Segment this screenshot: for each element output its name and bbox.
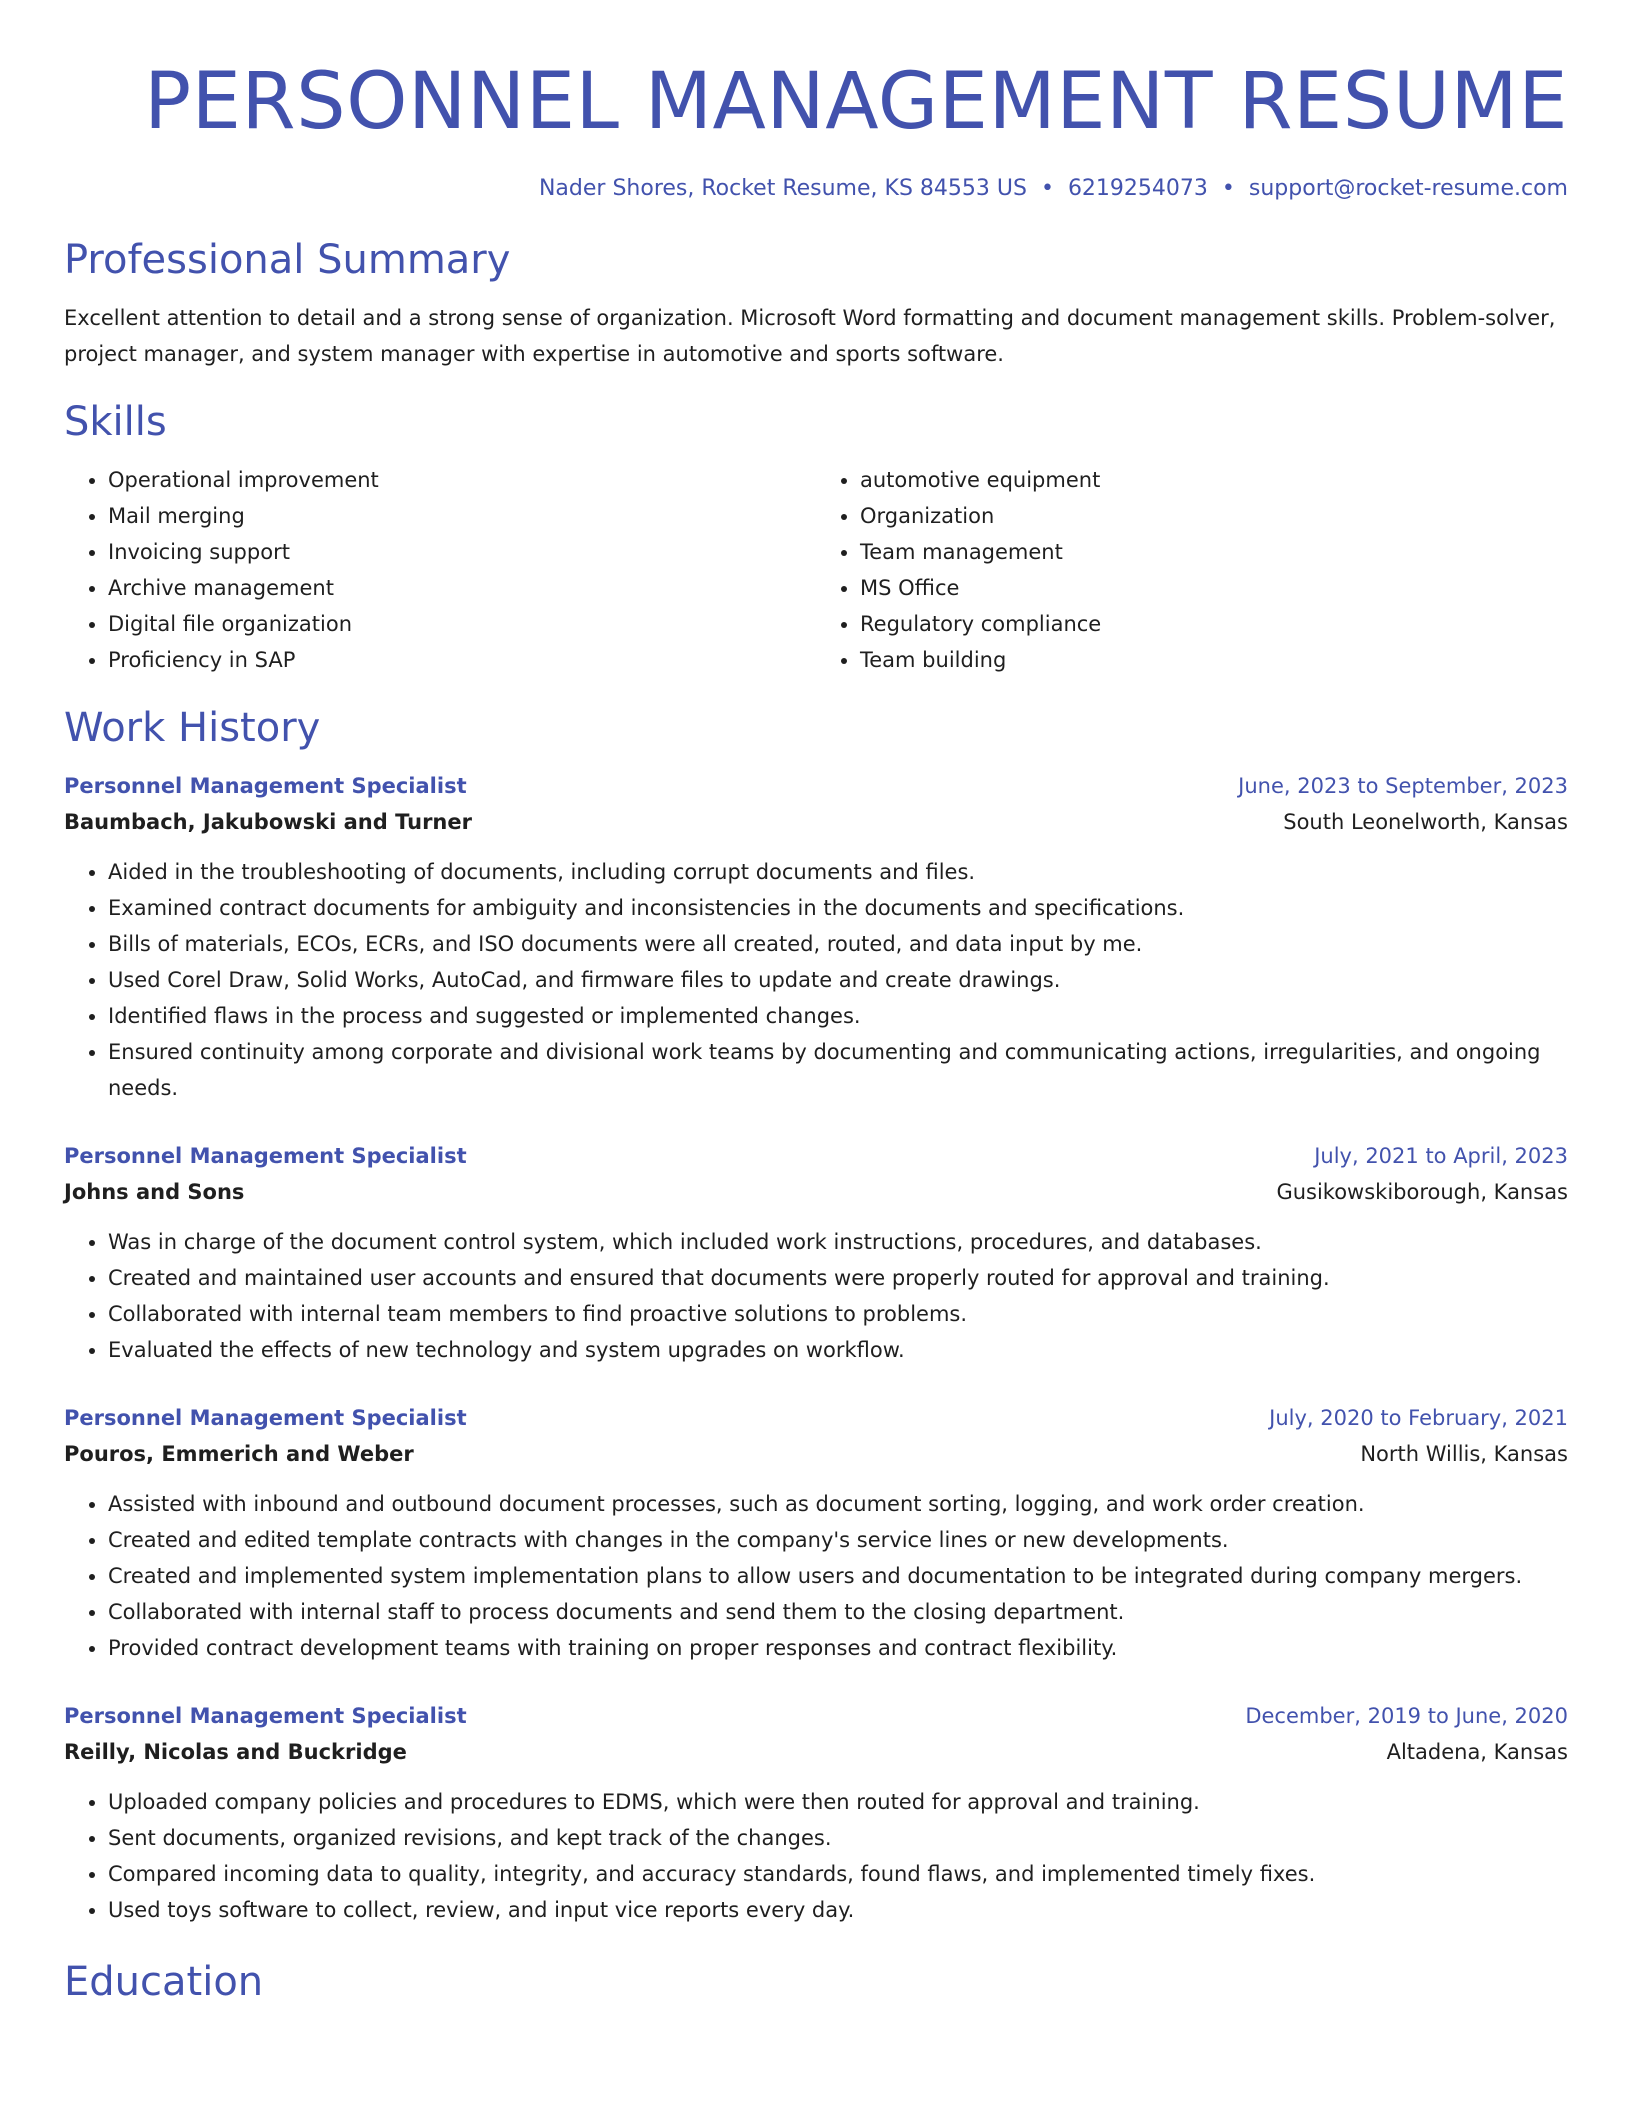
resume-title: PERSONNEL MANAGEMENT RESUME (144, 57, 1568, 147)
contact-separator: • (1040, 176, 1054, 201)
skill-item: • Invoicing support (108, 534, 816, 570)
skill-item: • Digital file organization (108, 606, 816, 642)
job-location: Altadena, Kansas (1386, 1740, 1568, 1764)
skill-item: • MS Office (860, 570, 1568, 606)
skills-grid (64, 462, 1568, 678)
job-company: Pouros, Emmerich and Weber (64, 1442, 414, 1466)
job-title: Personnel Management Specialist (64, 1406, 467, 1430)
job-bullet: • Collaborated with internal team members to find proactive solutions to problems. (108, 1296, 1568, 1332)
job-bullet: • Uploaded company policies and procedures to EDMS, which were then routed for approval and training. (108, 1784, 1568, 1820)
job-bullet: • Used Corel Draw, Solid Works, AutoCad, and firmware files to update and create drawings. (108, 962, 1568, 998)
job-dates: June, 2023 to September, 2023 (1238, 774, 1568, 798)
job-bullet: • Used toys software to collect, review, and input vice reports every day. (108, 1892, 1568, 1928)
skill-item: • Organization (860, 498, 1568, 534)
job-entry (64, 1698, 1568, 1928)
job-location: Gusikowskiborough, Kansas (1276, 1180, 1568, 1204)
job-title: Personnel Management Specialist (64, 1144, 467, 1168)
job-bullets (64, 1784, 1568, 1928)
job-dates: July, 2020 to February, 2021 (1269, 1406, 1568, 1430)
job-company: Reilly, Nicolas and Buckridge (64, 1740, 407, 1764)
summary-heading: Professional Summary (64, 237, 511, 283)
skill-item: • Mail merging (108, 498, 816, 534)
job-bullets (64, 1224, 1568, 1368)
job-dates: December, 2019 to June, 2020 (1245, 1704, 1568, 1728)
job-entry (64, 1138, 1568, 1368)
contact-line (64, 174, 1568, 204)
job-bullet: • Evaluated the effects of new technology and system upgrades on workflow. (108, 1332, 1568, 1368)
job-bullet: • Provided contract development teams with training on proper responses and contract flexibility. (108, 1630, 1568, 1666)
job-bullets (64, 1486, 1568, 1666)
job-bullet: • Examined contract documents for ambiguity and inconsistencies in the documents and specifications. (108, 890, 1568, 926)
skill-item: • Operational improvement (108, 462, 816, 498)
job-bullet: • Assisted with inbound and outbound document processes, such as document sorting, logging, and work order creation. (108, 1486, 1568, 1522)
job-bullet: • Bills of materials, ECOs, ECRs, and ISO documents were all created, routed, and data input by me. (108, 926, 1568, 962)
job-bullet: • Ensured continuity among corporate and divisional work teams by documenting and communicating actions, irregularities, and ongoing needs. (108, 1034, 1568, 1106)
skills-column-left (64, 462, 816, 678)
skill-item: • automotive equipment (860, 462, 1568, 498)
summary-text: Excellent attention to detail and a strong sense of organization. Microsoft Word formatting and document management skills. Problem-solver, project manager, and system manager with expertise in automotive and sports software. (64, 306, 1556, 366)
job-location: North Willis, Kansas (1360, 1442, 1568, 1466)
job-entry (64, 1400, 1568, 1666)
contact-address: Nader Shores, Rocket Resume, KS 84553 US (538, 176, 1027, 201)
job-bullet: • Created and edited template contracts with changes in the company's service lines or new developments. (108, 1522, 1568, 1558)
job-title: Personnel Management Specialist (64, 1704, 467, 1728)
skill-item: • Proficiency in SAP (108, 642, 816, 678)
work-history-heading: Work History (64, 705, 321, 751)
skill-item: • Archive management (108, 570, 816, 606)
job-title-row (64, 1400, 1568, 1436)
job-company-row (64, 804, 1568, 840)
education-heading: Education (64, 1959, 264, 2005)
job-location: South Leonelworth, Kansas (1283, 810, 1568, 834)
skills-column-right (816, 462, 1568, 678)
job-bullet: • Identified flaws in the process and suggested or implemented changes. (108, 998, 1568, 1034)
skill-item: • Regulatory compliance (860, 606, 1568, 642)
job-company: Johns and Sons (64, 1180, 245, 1204)
job-bullets (64, 854, 1568, 1106)
job-bullet: • Was in charge of the document control system, which included work instructions, procedures, and databases. (108, 1224, 1568, 1260)
job-bullet: • Created and implemented system implementation plans to allow users and documentation to be integrated during company mergers. (108, 1558, 1568, 1594)
job-company-row (64, 1734, 1568, 1770)
job-dates: July, 2021 to April, 2023 (1314, 1144, 1568, 1168)
job-title-row (64, 1138, 1568, 1174)
job-bullet: • Sent documents, organized revisions, and kept track of the changes. (108, 1820, 1568, 1856)
job-company-row (64, 1436, 1568, 1472)
job-company: Baumbach, Jakubowski and Turner (64, 810, 472, 834)
job-title: Personnel Management Specialist (64, 774, 467, 798)
job-bullet: • Created and maintained user accounts and ensured that documents were properly routed for approval and training. (108, 1260, 1568, 1296)
skills-heading: Skills (64, 399, 167, 445)
job-bullet: • Collaborated with internal staff to process documents and send them to the closing department. (108, 1594, 1568, 1630)
job-company-row (64, 1174, 1568, 1210)
skill-item: • Team management (860, 534, 1568, 570)
job-title-row (64, 1698, 1568, 1734)
job-bullet: • Aided in the troubleshooting of documents, including corrupt documents and files. (108, 854, 1568, 890)
skill-item: • Team building (860, 642, 1568, 678)
job-entry (64, 768, 1568, 1106)
contact-separator: • (1221, 176, 1235, 201)
contact-phone: 6219254073 (1067, 176, 1208, 201)
job-bullet: • Compared incoming data to quality, integrity, and accuracy standards, found flaws, and implemented timely fixes. (108, 1856, 1568, 1892)
contact-email[interactable]: support@rocket-resume.com (1248, 176, 1568, 201)
job-title-row (64, 768, 1568, 804)
